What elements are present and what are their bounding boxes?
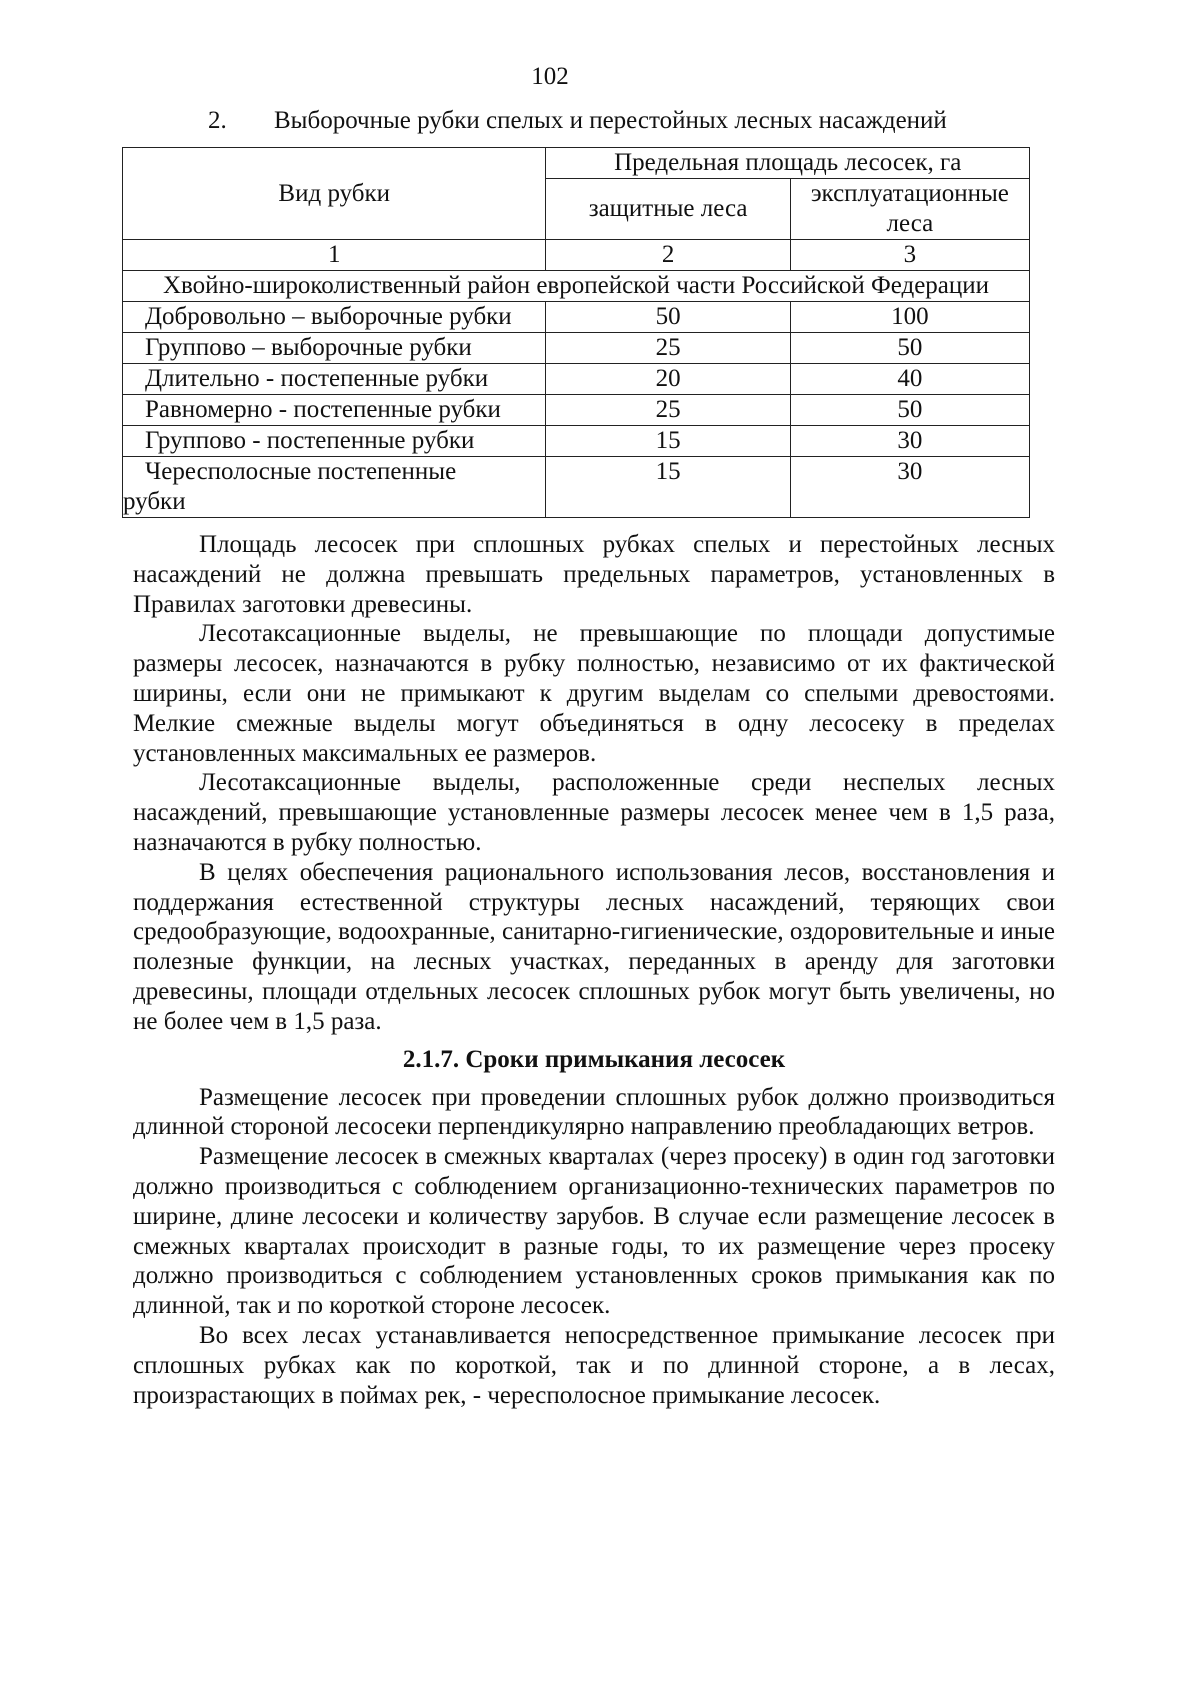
column-number: 1 [123, 240, 546, 271]
felling-limits-table [122, 147, 1030, 518]
table-row [123, 457, 1030, 518]
region-label: Хвойно-широколиственный район европейской части Российской Федерации [123, 271, 1030, 302]
exploitable-value-cell: 40 [790, 364, 1029, 395]
exploitable-value-cell: 50 [790, 395, 1029, 426]
body-text [133, 530, 1055, 1410]
table-row [123, 364, 1030, 395]
exploitable-value-cell: 30 [790, 457, 1029, 518]
column-number: 2 [546, 240, 790, 271]
felling-type-line: рубки [123, 488, 186, 515]
table-caption-text: Выборочные рубки спелых и перестойных лесных насаждений [274, 107, 947, 134]
protective-value-cell: 25 [546, 395, 790, 426]
page-number: 102 [531, 63, 569, 90]
protective-value-cell: 20 [546, 364, 790, 395]
header-protective-forests: защитные леса [546, 179, 790, 240]
column-number: 3 [790, 240, 1029, 271]
table-region-row [123, 271, 1030, 302]
table-header-row-1 [123, 148, 1030, 179]
protective-value-cell: 15 [546, 457, 790, 518]
felling-type-cell: Равномерно - постепенные рубки [123, 395, 546, 426]
protective-value-cell: 25 [546, 333, 790, 364]
paragraph: Размещение лесосек при проведении сплошных рубок должно производиться длинной стороной лесосеки перпендикулярно направлению преобладающих ветров. [133, 1083, 1055, 1141]
exploitable-value-cell: 30 [790, 426, 1029, 457]
felling-type-cell: Добровольно – выборочные рубки [123, 302, 546, 333]
protective-value-cell: 50 [546, 302, 790, 333]
header-max-area: Предельная площадь лесосек, га [546, 148, 1030, 179]
table-row [123, 395, 1030, 426]
exploitable-value-cell: 100 [790, 302, 1029, 333]
paragraph: Лесотаксационные выделы, не превышающие по площади допустимые размеры лесосек, назначаются в рубку полностью, независимо от их фактической ширины, если они не примыкают к другим выделам со спелыми древостоями. Мелкие смежные выделы могут объединяться в одну лесосеку в пределах установленных максимальных ее размеров. [133, 620, 1055, 767]
table-row [123, 426, 1030, 457]
protective-value-cell: 15 [546, 426, 790, 457]
felling-type-cell [123, 457, 546, 518]
felling-type-line: Чересполосные постепенные [145, 458, 457, 485]
paragraph: Лесотаксационные выделы, расположенные среди неспелых лесных насаждений, превышающие установленные размеры лесосек менее чем в 1,5 раза, назначаются в рубку полностью. [133, 769, 1055, 856]
table-row [123, 333, 1030, 364]
header-exploitable-forests: эксплуатационные леса [790, 179, 1029, 240]
header-felling-type: Вид рубки [123, 148, 546, 240]
paragraph: Площадь лесосек при сплошных рубках спелых и перестойных лесных насаждений не должна превышать предельных параметров, установленных в Правилах заготовки древесины. [133, 531, 1055, 618]
table-caption [208, 105, 947, 137]
felling-type-cell: Группово – выборочные рубки [123, 333, 546, 364]
paragraph: Во всех лесах устанавливается непосредственное примыкание лесосек при сплошных рубках как по короткой, так и по длинной стороне, а в лесах, произрастающих в поймах рек, - чересполосное примыкание лесосек. [133, 1321, 1055, 1409]
section-heading: 2.1.7. Сроки примыкания лесосек [402, 1045, 786, 1073]
exploitable-value-cell: 50 [790, 333, 1029, 364]
table-caption-number: 2. [208, 107, 227, 134]
felling-type-cell: Группово - постепенные рубки [123, 426, 546, 457]
table-column-numbers-row [123, 240, 1030, 271]
paragraph: Размещение лесосек в смежных кварталах (через просеку) в один год заготовки должно производиться с соблюдением организационно-технических параметров по ширине, длине лесосеки и количеству зарубов. В случае если размещение лесосек в смежных кварталах происходит в разные годы, то их размещение через просеку должно производиться с соблюдением установленных сроков примыкания как по длинной, так и по короткой стороне лесосек. [133, 1143, 1055, 1320]
felling-type-cell: Длительно - постепенные рубки [123, 364, 546, 395]
paragraph: В целях обеспечения рационального использования лесов, восстановления и поддержания естественной структуры лесных насаждений, теряющих свои средообразующие, водоохранные, санитарно-гигиенические, оздоровительные и иные полезные функции, на лесных участках, переданных в аренду для заготовки древесины, площади отдельных лесосек сплошных рубок могут быть увеличены, но не более чем в 1,5 раза. [133, 858, 1055, 1035]
table-row [123, 302, 1030, 333]
